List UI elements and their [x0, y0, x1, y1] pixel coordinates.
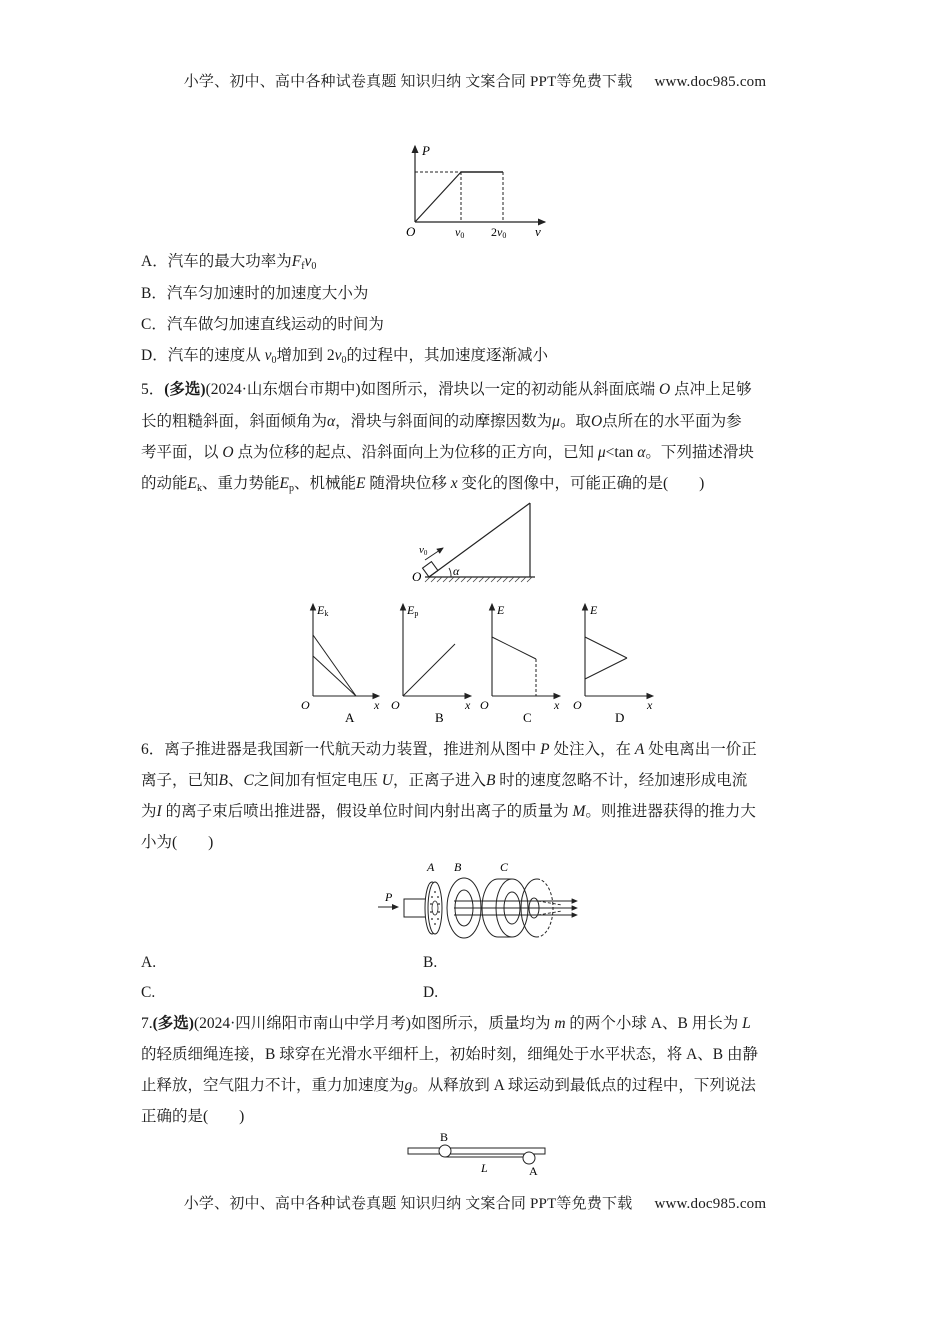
q5-line-2: 长的粗糙斜面，斜面倾角为α，滑块与斜面间的动摩擦因数为μ。取O点所在的水平面为参: [141, 413, 742, 430]
svg-text:O: O: [301, 698, 310, 712]
label-p: P: [385, 890, 393, 904]
velocity-label: v0: [419, 544, 428, 557]
svg-text:O: O: [391, 698, 400, 712]
graph-c: [480, 603, 560, 723]
power-velocity-graph: [395, 140, 555, 240]
svg-text:x: x: [647, 698, 653, 712]
origin-label: O: [406, 224, 416, 239]
q6-option-a: A.: [141, 954, 157, 971]
ion-thruster-figure: [372, 857, 587, 942]
svg-text:x: x: [554, 698, 560, 712]
q7-line-4: 正确的是( ): [141, 1108, 245, 1125]
q5-line-1: 5．(多选)(2024·山东烟台市期中)如图所示，滑块以一定的初动能从斜面底端 O 点冲上足够: [141, 381, 752, 398]
energy-graphs: [295, 598, 665, 723]
graph-d-label: D: [615, 710, 625, 723]
footer-url: www.doc985.com: [654, 1196, 767, 1212]
svg-text:O: O: [480, 698, 489, 712]
svg-text:E: E: [590, 603, 598, 617]
q6-line-2: 离子，已知B、C之间加有恒定电压 U，正离子进入B 时的速度忽略不计，经加速形成电流: [141, 772, 748, 789]
q7-line-1: 7.(多选)(2024·四川绵阳市南山中学月考)如图所示，质量均为 m 的两个小球 A、B 用长为 L: [141, 1015, 751, 1032]
q5-line-4: 的动能$E_k$、重力势能$E_p$、机械能E 随滑块位移 x 变化的图像中，可能正确的是( ): [141, 475, 705, 494]
q6-option-c: C.: [141, 984, 156, 1001]
rod-balls-figure: [405, 1128, 555, 1178]
option-b: B．汽车匀加速时的加速度大小为: [141, 285, 369, 302]
svg-text:E: E: [497, 603, 505, 617]
graph-d: [573, 603, 653, 723]
graph-b-label: B: [435, 710, 444, 723]
q6-line-3: 为I 的离子束后喷出推进器，假设单位时间内射出离子的质量为 M。则推进器获得的推力大: [141, 803, 756, 820]
q6-option-d: D.: [423, 984, 439, 1001]
length-label: L: [481, 1161, 488, 1175]
x-axis-label: v: [535, 224, 541, 239]
q7-line-3: 止释放，空气阻力不计，重力加速度为g。从释放到 A 球运动到最低点的过程中，下列说法: [141, 1077, 756, 1094]
graph-a-label: A: [345, 710, 355, 723]
graph-a-y-label: Ek: [317, 603, 329, 618]
incline-figure: [405, 498, 545, 588]
ball-a-label: A: [529, 1164, 538, 1178]
q7-line-2: 的轻质细绳连接，B 球穿在光滑水平细杆上，初始时刻，细绳处于水平状态，将 A、B 由静: [141, 1046, 758, 1063]
graph-b: [391, 603, 471, 723]
label-c: C: [500, 860, 509, 874]
q6-line-4: 小为( ): [141, 834, 214, 851]
page-header: [0, 70, 950, 91]
label-a: A: [427, 860, 435, 874]
q6-line-1: 6．离子推进器是我国新一代航天动力装置，推进剂从图中 P 处注入，在 A 处电离出一价正: [141, 741, 757, 758]
tick-2v0: 2v0: [491, 225, 507, 240]
q6-option-b: B.: [423, 954, 438, 971]
svg-text:O: O: [573, 698, 582, 712]
page-footer: [0, 1192, 950, 1213]
option-d: D．汽车的速度从 $v_0$增加到 $2v_0$的过程中，其加速度逐渐减小: [141, 347, 549, 366]
header-text: 小学、初中、高中各种试卷真题 知识归纳 文案合同 PPT等免费下载: [183, 74, 633, 90]
graph-a: [301, 603, 380, 723]
graph-c-label: C: [523, 710, 532, 723]
y-axis-label: P: [422, 143, 430, 158]
option-a: A．汽车的最大功率为$F_fv_0$: [141, 253, 317, 272]
svg-text:x: x: [465, 698, 471, 712]
svg-text:x: x: [374, 698, 380, 712]
option-c: C．汽车做匀加速直线运动的时间为: [141, 316, 384, 333]
graph-b-y-label: Ep: [407, 603, 419, 618]
angle-label: α: [453, 564, 460, 578]
q5-line-3: 考平面，以 O 点为位移的起点、沿斜面向上为位移的正方向，已知 μ<tan α。下列描述滑块: [141, 444, 754, 461]
ball-b-label: B: [440, 1130, 449, 1144]
header-url: www.doc985.com: [654, 74, 767, 90]
footer-text: 小学、初中、高中各种试卷真题 知识归纳 文案合同 PPT等免费下载: [183, 1196, 633, 1212]
origin-label: O: [412, 569, 422, 584]
tick-v0: v0: [455, 225, 465, 240]
label-b: B: [454, 860, 462, 874]
